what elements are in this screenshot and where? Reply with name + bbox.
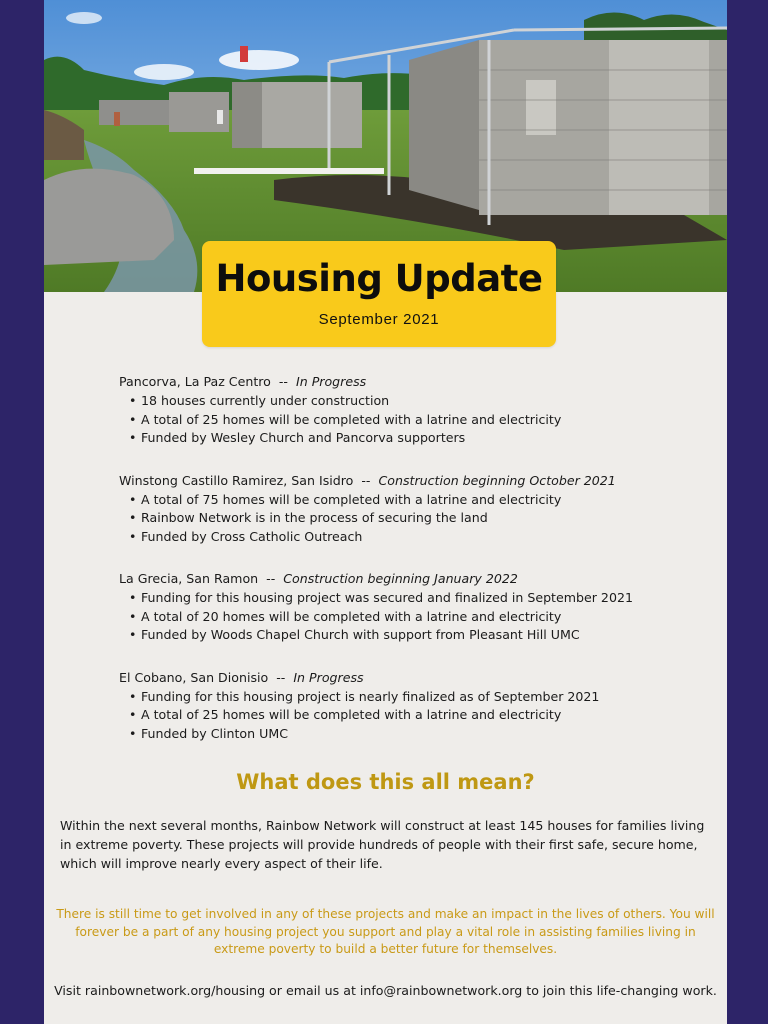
separator: --	[361, 472, 371, 488]
project-heading	[119, 569, 699, 589]
separator: --	[276, 669, 286, 685]
project-el-cobano	[119, 668, 699, 744]
project-pancorva	[119, 372, 699, 448]
newsletter-page	[44, 0, 727, 1024]
contact-line: Visit rainbownetwork.org/housing or email us at info@rainbownetwork.org to join this life-changing work.	[54, 983, 717, 998]
project-bullet: • Funded by Cross Catholic Outreach	[129, 528, 699, 547]
issue-date: September 2021	[318, 311, 440, 328]
project-status: In Progress	[293, 669, 364, 685]
project-heading	[119, 372, 699, 392]
title-banner	[202, 241, 556, 347]
project-bullet: • A total of 25 homes will be completed with a latrine and electricity	[129, 706, 699, 725]
project-bullet: • A total of 25 homes will be completed with a latrine and electricity	[129, 411, 699, 430]
project-bullet: • Funded by Clinton UMC	[129, 725, 699, 744]
project-la-grecia	[119, 569, 699, 645]
project-bullet: • Rainbow Network is in the process of securing the land	[129, 509, 699, 528]
project-list	[119, 372, 699, 766]
call-to-action-paragraph: There is still time to get involved in any of these projects and make an impact in the lives of others. You will forever be a part of any housing project you support and play a vital role in assisting families living in extreme poverty to build a better future for themselves.	[56, 907, 715, 956]
project-location: Winstong Castillo Ramirez, San Isidro	[119, 472, 354, 488]
project-status: Construction beginning January 2022	[283, 571, 518, 586]
project-heading	[119, 471, 699, 491]
project-bullet: • A total of 75 homes will be completed with a latrine and electricity	[129, 491, 699, 510]
project-location: El Cobano, San Dionisio	[119, 669, 269, 685]
page-title: Housing Update	[215, 257, 543, 300]
project-bullet: • Funding for this housing project was secured and finalized in September 2021	[129, 589, 699, 608]
project-location: Pancorva, La Paz Centro	[119, 374, 271, 389]
project-location: La Grecia, San Ramon	[119, 571, 259, 586]
summary-paragraph: Within the next several months, Rainbow Network will construct at least 145 houses for families living in extreme poverty. These projects will provide hundreds of people with their first safe, secure home, which will improve nearly every aspect of their life.	[60, 818, 705, 871]
project-san-isidro	[119, 471, 699, 547]
project-heading	[119, 668, 699, 688]
project-bullet: • Funding for this housing project is nearly finalized as of September 2021	[129, 688, 699, 707]
separator: --	[278, 374, 288, 389]
project-bullet: • 18 houses currently under construction	[129, 392, 699, 411]
project-status: In Progress	[296, 374, 367, 389]
project-bullet: • A total of 20 homes will be completed with a latrine and electricity	[129, 608, 699, 627]
project-status: Construction beginning October 2021	[378, 472, 616, 488]
project-bullet: • Funded by Wesley Church and Pancorva supporters	[129, 429, 699, 448]
section-heading: What does this all mean?	[236, 770, 535, 794]
project-bullet: • Funded by Woods Chapel Church with support from Pleasant Hill UMC	[129, 626, 699, 645]
separator: --	[266, 571, 276, 586]
